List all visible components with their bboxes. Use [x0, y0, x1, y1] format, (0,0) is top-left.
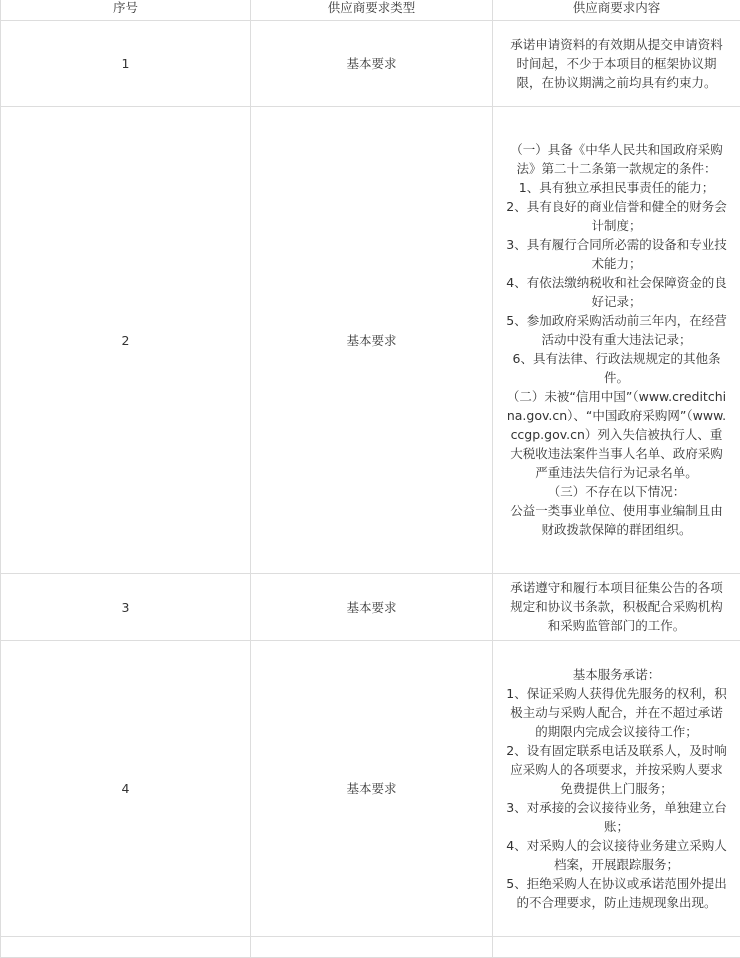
- table-row: [1, 107, 740, 574]
- table-row-partial: [1, 937, 740, 958]
- content-line: 承诺遵守和履行本项目征集公告的各项规定和协议书条款，积极配合采购机构和采购监管部门的工作。: [505, 578, 728, 635]
- header-content: 供应商要求内容: [493, 0, 740, 21]
- row-type: 基本要求: [251, 641, 493, 937]
- content-line: （三）不存在以下情况：: [505, 482, 728, 501]
- row-content: [493, 574, 740, 641]
- content-line: 5、参加政府采购活动前三年内，在经营活动中没有重大违法记录；: [505, 311, 728, 349]
- row-type: [251, 937, 493, 958]
- header-type: 供应商要求类型: [251, 0, 493, 21]
- content-line: 2、具有良好的商业信誉和健全的财务会计制度；: [505, 197, 728, 235]
- row-type: 基本要求: [251, 107, 493, 574]
- content-line: 2、设有固定联系电话及联系人，及时响应采购人的各项要求，并按采购人要求免费提供上门服务；: [505, 741, 728, 798]
- row-type: 基本要求: [251, 21, 493, 107]
- table-row: [1, 574, 740, 641]
- header-index: 序号: [1, 0, 251, 21]
- content-line: 3、对承接的会议接待业务，单独建立台账；: [505, 798, 728, 836]
- content-line: （二）未被“信用中国”（www.creditchina.gov.cn）、“中国政府采购网”（www.ccgp.gov.cn）列入失信被执行人、重大税收违法案件当事人名单、政府采购严重违法失信行为记录名单。: [505, 387, 728, 482]
- row-index: 3: [1, 574, 251, 641]
- table-row: [1, 21, 740, 107]
- row-content: [493, 641, 740, 937]
- content-line: 1、保证采购人获得优先服务的权利，积极主动与采购人配合，并在不超过承诺的期限内完成会议接待工作；: [505, 684, 728, 741]
- content-line: 3、具有履行合同所必需的设备和专业技术能力；: [505, 235, 728, 273]
- content-line: 基本服务承诺：: [505, 665, 728, 684]
- row-type: 基本要求: [251, 574, 493, 641]
- row-content: [493, 107, 740, 574]
- table-header-row: [1, 0, 740, 21]
- row-index: 4: [1, 641, 251, 937]
- content-line: （一）具备《中华人民共和国政府采购法》第二十二条第一款规定的条件：: [505, 140, 728, 178]
- row-index: [1, 937, 251, 958]
- content-line: 承诺申请资料的有效期从提交申请资料时间起，不少于本项目的框架协议期限，在协议期满之前均具有约束力。: [505, 35, 728, 92]
- content-line: 4、有依法缴纳税收和社会保障资金的良好记录；: [505, 273, 728, 311]
- row-content: [493, 937, 740, 958]
- row-content: [493, 21, 740, 107]
- content-line: 公益一类事业单位、使用事业编制且由财政拨款保障的群团组织。: [505, 501, 728, 539]
- content-line: 1、具有独立承担民事责任的能力；: [505, 178, 728, 197]
- content-line: 6、具有法律、行政法规规定的其他条件。: [505, 349, 728, 387]
- row-index: 2: [1, 107, 251, 574]
- content-line: 5、拒绝采购人在协议或承诺范围外提出的不合理要求，防止违规现象出现。: [505, 874, 728, 912]
- row-index: 1: [1, 21, 251, 107]
- content-line: 4、对采购人的会议接待业务建立采购人档案，开展跟踪服务；: [505, 836, 728, 874]
- table-row: [1, 641, 740, 937]
